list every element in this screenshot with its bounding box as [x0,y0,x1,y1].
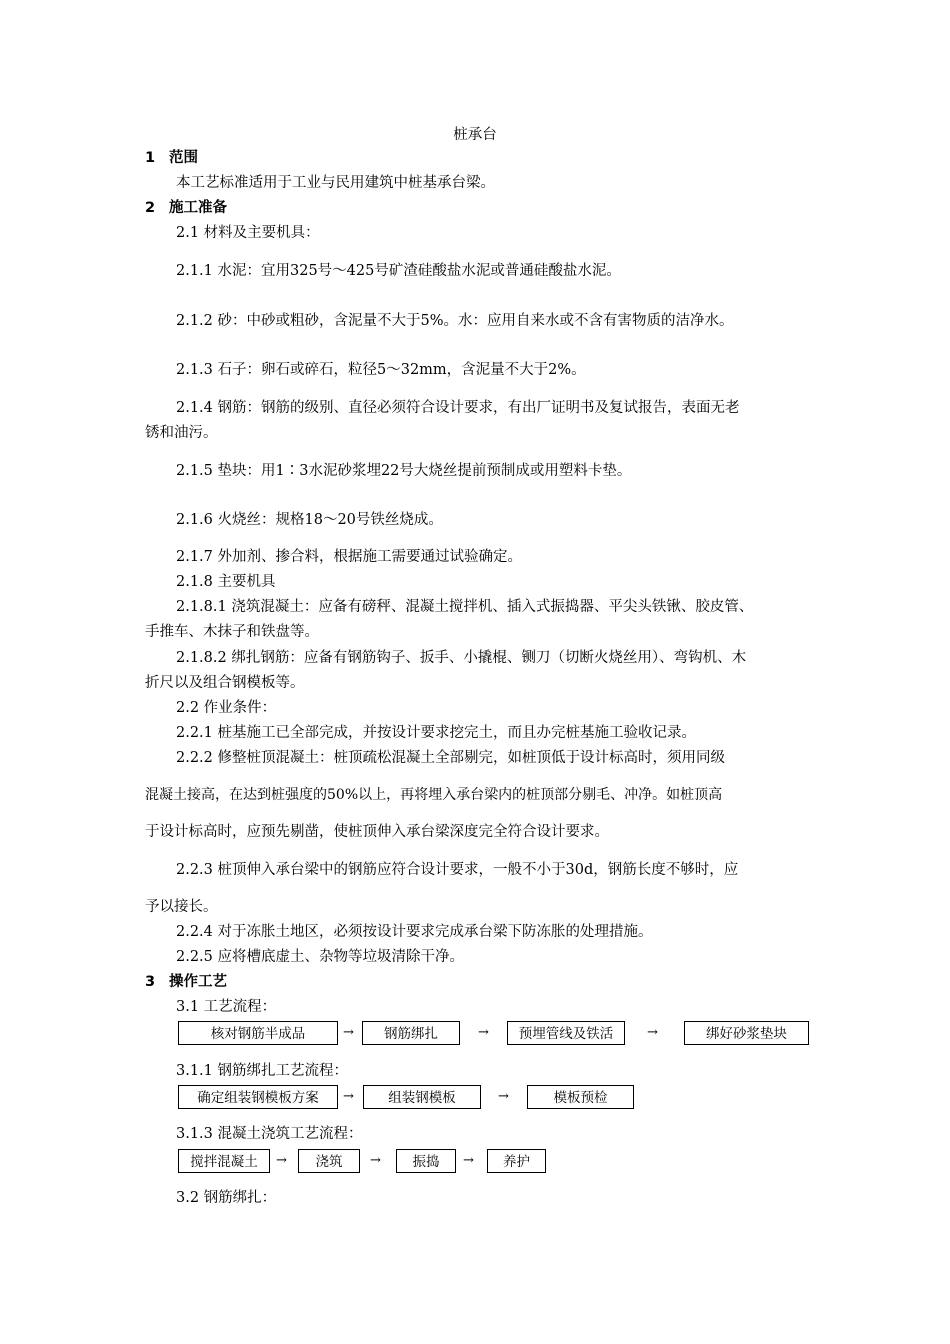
para-2-1-4-line2: 锈和油污。 [145,425,218,441]
para-2-1-8-1-line1: 2.1.8.1 浇筑混凝土：应备有磅秤、混凝土搅拌机、插入式振捣器、平尖头铁锹、胶皮管、 [176,599,754,615]
para-2-2-5: 2.2.5 应将槽底虚土、杂物等垃圾清除干净。 [176,949,465,965]
para-2-1-8-2-line1: 2.1.8.2 绑扎钢筋：应备有钢筋钩子、扳手、小撬棍、铡刀（切断火烧丝用）、弯钩机、木 [176,650,747,666]
para-2-2-2-line3: 于设计标高时，应预先剔凿，使桩顶伸入承台梁深度完全符合设计要求。 [145,824,609,840]
para-2-1-7: 2.1.7 外加剂、掺合料，根据施工需要通过试验确定。 [176,549,523,565]
flow1-arrow-1: → [343,1025,354,1040]
para-2-2-1: 2.2.1 桩基施工已全部完成，并按设计要求挖完土，而且办完桩基施工验收记录。 [176,725,697,741]
para-2-1-8-1-line2: 手推车、木抹子和铁盘等。 [145,624,319,640]
flow3-step-1: 搅拌混凝土 [178,1149,270,1173]
para-2-1-8-2-line2: 折尺以及组合钢模板等。 [145,675,305,691]
para-2-1-3: 2.1.3 石子：卵石或碎石，粒径5～32mm，含泥量不大于2%。 [176,362,586,378]
flow3-arrow-3: → [463,1153,474,1168]
para-2-2-2-line1: 2.2.2 修整桩顶混凝土：桩顶疏松混凝土全部剔完，如桩顶低于设计标高时，须用同级 [176,750,726,766]
para-2-2: 2.2 作业条件： [176,700,277,716]
para-3-1-1: 3.1.1 钢筋绑扎工艺流程： [176,1063,349,1079]
section-1-heading: 1 范围 [145,150,198,166]
para-2-1-4-line1: 2.1.4 钢筋：钢筋的级别、直径必须符合设计要求，有出厂证明书及复试报告，表面无老 [176,400,740,416]
para-2-1-8: 2.1.8 主要机具 [176,574,276,590]
para-2-1: 2.1 材料及主要机具： [176,225,320,241]
flow1-step-3: 预埋管线及铁活 [507,1021,625,1045]
flow2-arrow-1: → [343,1089,354,1104]
para-2-1-6: 2.1.6 火烧丝：规格18～20号铁丝烧成。 [176,512,443,528]
flow2-step-2: 组装钢模板 [363,1085,481,1109]
flow3-step-3: 振捣 [396,1149,456,1173]
para-3-1: 3.1 工艺流程： [176,999,277,1015]
para-2-1-2: 2.1.2 砂：中砂或粗砂，含泥量不大于5%。水：应用自来水或不含有害物质的洁净水。 [176,313,734,329]
flow1-step-2: 钢筋绑扎 [362,1021,460,1045]
flow3-arrow-2: → [370,1153,381,1168]
page-title: 桩承台 [453,127,497,143]
flow2-step-3: 模板预检 [527,1085,634,1109]
flow1-arrow-3: → [647,1025,658,1040]
flow3-step-4: 养护 [487,1149,546,1173]
para-3-1-3: 3.1.3 混凝土浇筑工艺流程： [176,1126,363,1142]
para-2-1-5: 2.1.5 垫块：用1∶3水泥砂浆埋22号大烧丝提前预制成或用塑料卡垫。 [176,463,632,479]
flow3-arrow-1: → [276,1153,287,1168]
flow1-arrow-2: → [478,1025,489,1040]
para-2-2-3-line1: 2.2.3 桩顶伸入承台梁中的钢筋应符合设计要求，一般不小于30d，钢筋长度不够时，应 [176,862,739,878]
flow2-arrow-2: → [498,1089,509,1104]
section-2-heading: 2 施工准备 [145,200,227,216]
para-2-2-2-line2: 混凝土接高，在达到桩强度的50%以上，再将埋入承台梁内的桩顶部分剔毛、冲净。如桩顶高 [145,787,723,803]
para-2-1-1: 2.1.1 水泥：宜用325号～425号矿渣硅酸盐水泥或普通硅酸盐水泥。 [176,263,621,279]
flow1-step-1: 核对钢筋半成品 [178,1021,338,1045]
flow3-step-2: 浇筑 [298,1149,360,1173]
flow2-step-1: 确定组装钢模板方案 [178,1085,338,1109]
flow1-step-4: 绑好砂浆垫块 [684,1021,809,1045]
section-1-text: 本工艺标准适用于工业与民用建筑中桩基承台梁。 [176,175,495,191]
para-2-2-4: 2.2.4 对于冻胀土地区，必须按设计要求完成承台梁下防冻胀的处理措施。 [176,924,653,940]
para-3-2: 3.2 钢筋绑扎： [176,1190,277,1206]
para-2-2-3-line2: 予以接长。 [145,899,218,915]
section-3-heading: 3 操作工艺 [145,974,227,990]
